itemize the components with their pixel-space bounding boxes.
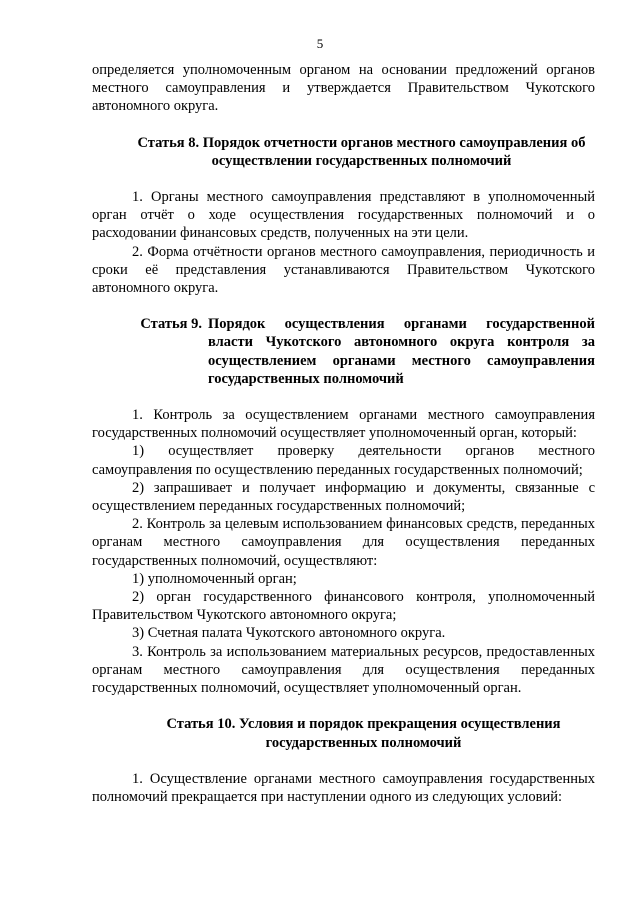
article-9-label: Статья 9. (140, 316, 202, 333)
article-8-paragraph: 1. Органы местного самоуправления представляют в уполномоченный орган отчёт о ходе осуществления государственных полномочий и о расходовании финансовых средств, полученных на эти цели. (92, 189, 595, 242)
document-body (92, 61, 595, 806)
article-8-paragraph: 2. Форма отчётности органов местного самоуправления, периодичность и сроки её представления устанавливаются Правительством Чукотского автономного округа. (92, 243, 595, 297)
article-9-paragraph: 3) Счетная палата Чукотского автономного округа. (132, 625, 446, 642)
article-9-paragraph: 2) орган государственного финансового контроля, уполномоченный Правительством Чукотского автономного округа; (92, 589, 595, 624)
article-10-paragraph: 1. Осуществление органами местного самоуправления государственных полномочий прекращается при наступлении одного из следующих условий: (92, 770, 595, 805)
article-9-paragraph: 3. Контроль за использованием материальных ресурсов, предоставленных органам местного самоуправления для осуществления переданных государственных полномочий, осуществляет уполномоченный орган. (92, 643, 595, 697)
article-9-paragraph: 1) осуществляет проверку деятельности органов местного самоуправления по осуществлению переданных государственных полномочий; (92, 443, 595, 478)
article-9-heading (92, 315, 595, 388)
article-10-heading: Статья 10. Условия и порядок прекращения осуществления государственных полномочий (166, 716, 561, 751)
page-number: 5 (316, 36, 324, 51)
article-9-paragraph: 2) запрашивает и получает информацию и документы, связанные с осуществлением переданных государственных полномочий; (92, 479, 595, 515)
article-9-heading-text: Порядок осуществления органами государственной власти Чукотского автономного округа контроля за осуществлением органами местного самоуправления государственных полномочий (208, 316, 595, 387)
article-9-paragraph: 2. Контроль за целевым использованием финансовых средств, переданных органам местного самоуправления для осуществления переданных государственных полномочий, осуществляют: (92, 516, 595, 569)
article-9-paragraph: 1) уполномоченный орган; (132, 570, 297, 587)
article-9-paragraph: 1. Контроль за осуществлением органами местного самоуправления государственных полномочий осуществляет уполномоченный орган, который: (92, 407, 595, 442)
opening-paragraph: определяется уполномоченным органом на основании предложений органов местного самоуправления и утверждается Правительством Чукотского автономного округа. (92, 62, 595, 115)
article-8-heading: Статья 8. Порядок отчетности органов местного самоуправления об осуществлении государственных полномочий (137, 134, 586, 169)
